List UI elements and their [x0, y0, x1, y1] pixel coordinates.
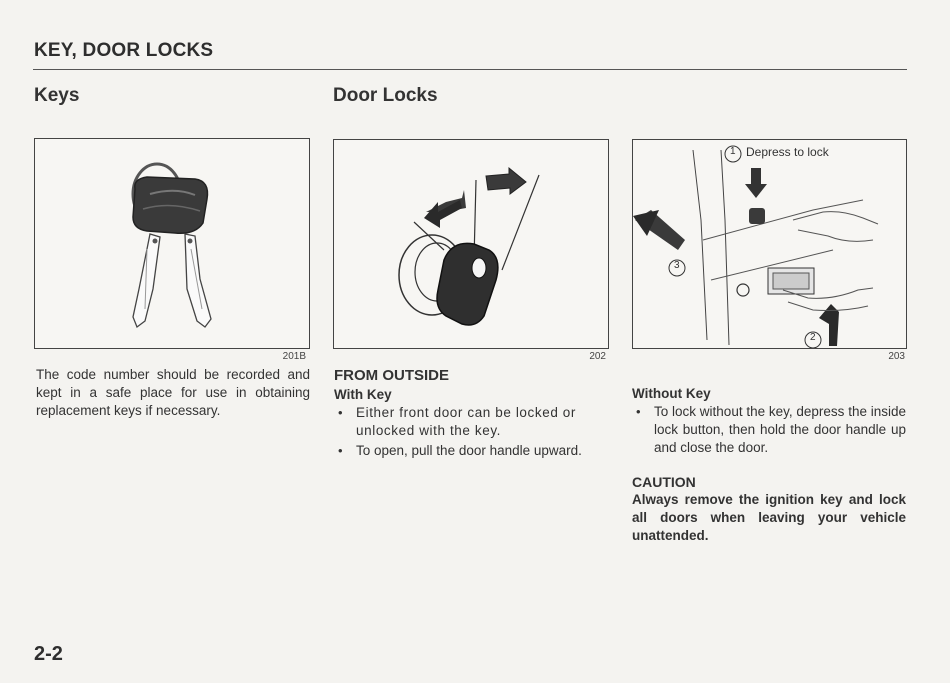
bullet-icon: •	[338, 405, 344, 420]
page-header-title: KEY, DOOR LOCKS	[34, 40, 214, 61]
caution-title: CAUTION	[632, 474, 696, 490]
with-key-heading: With Key	[334, 387, 392, 402]
figure-code-203: 203	[888, 351, 905, 362]
page-number: 2-2	[34, 643, 63, 665]
without-key-item-1: To lock without the key, depress the inside lock button, then hold the door handle up and close the door.	[654, 404, 906, 455]
door-lock-with-key-illustration	[333, 139, 609, 349]
keys-illustration	[34, 138, 310, 349]
from-outside-heading: FROM OUTSIDE	[334, 367, 449, 384]
keys-section-title: Keys	[34, 85, 80, 106]
bullet-icon: •	[338, 443, 343, 458]
list-item	[632, 403, 906, 457]
callout-2-number: 2	[810, 332, 816, 343]
callout-1-text: Depress to lock	[746, 145, 829, 159]
door-lock-key-icon	[334, 140, 608, 348]
figure-code-201b: 201B	[282, 351, 306, 362]
figure-code-202: 202	[589, 351, 606, 362]
callout-1-number: 1	[730, 146, 736, 157]
door-lock-without-key-illustration	[632, 139, 907, 349]
without-key-heading: Without Key	[632, 386, 711, 401]
door-locks-section-title: Door Locks	[333, 85, 438, 106]
with-key-item-1: Either front door can be locked or unlocked with the key.	[356, 405, 577, 438]
door-lock-button-icon	[633, 140, 906, 348]
list-item	[334, 442, 610, 460]
with-key-list	[334, 404, 610, 460]
list-item	[334, 404, 610, 440]
keys-body-text: The code number should be recorded and kept in a safe place for use in obtaining replacement keys if necessary.	[36, 367, 310, 418]
bullet-icon: •	[636, 404, 641, 419]
callout-3-number: 3	[674, 260, 680, 271]
caution-text: Always remove the ignition key and lock all doors when leaving your vehicle unattended.	[632, 492, 906, 543]
without-key-list	[632, 403, 906, 457]
with-key-item-2: To open, pull the door handle upward.	[356, 443, 582, 458]
keys-icon	[35, 139, 309, 348]
header-rule	[33, 69, 907, 70]
